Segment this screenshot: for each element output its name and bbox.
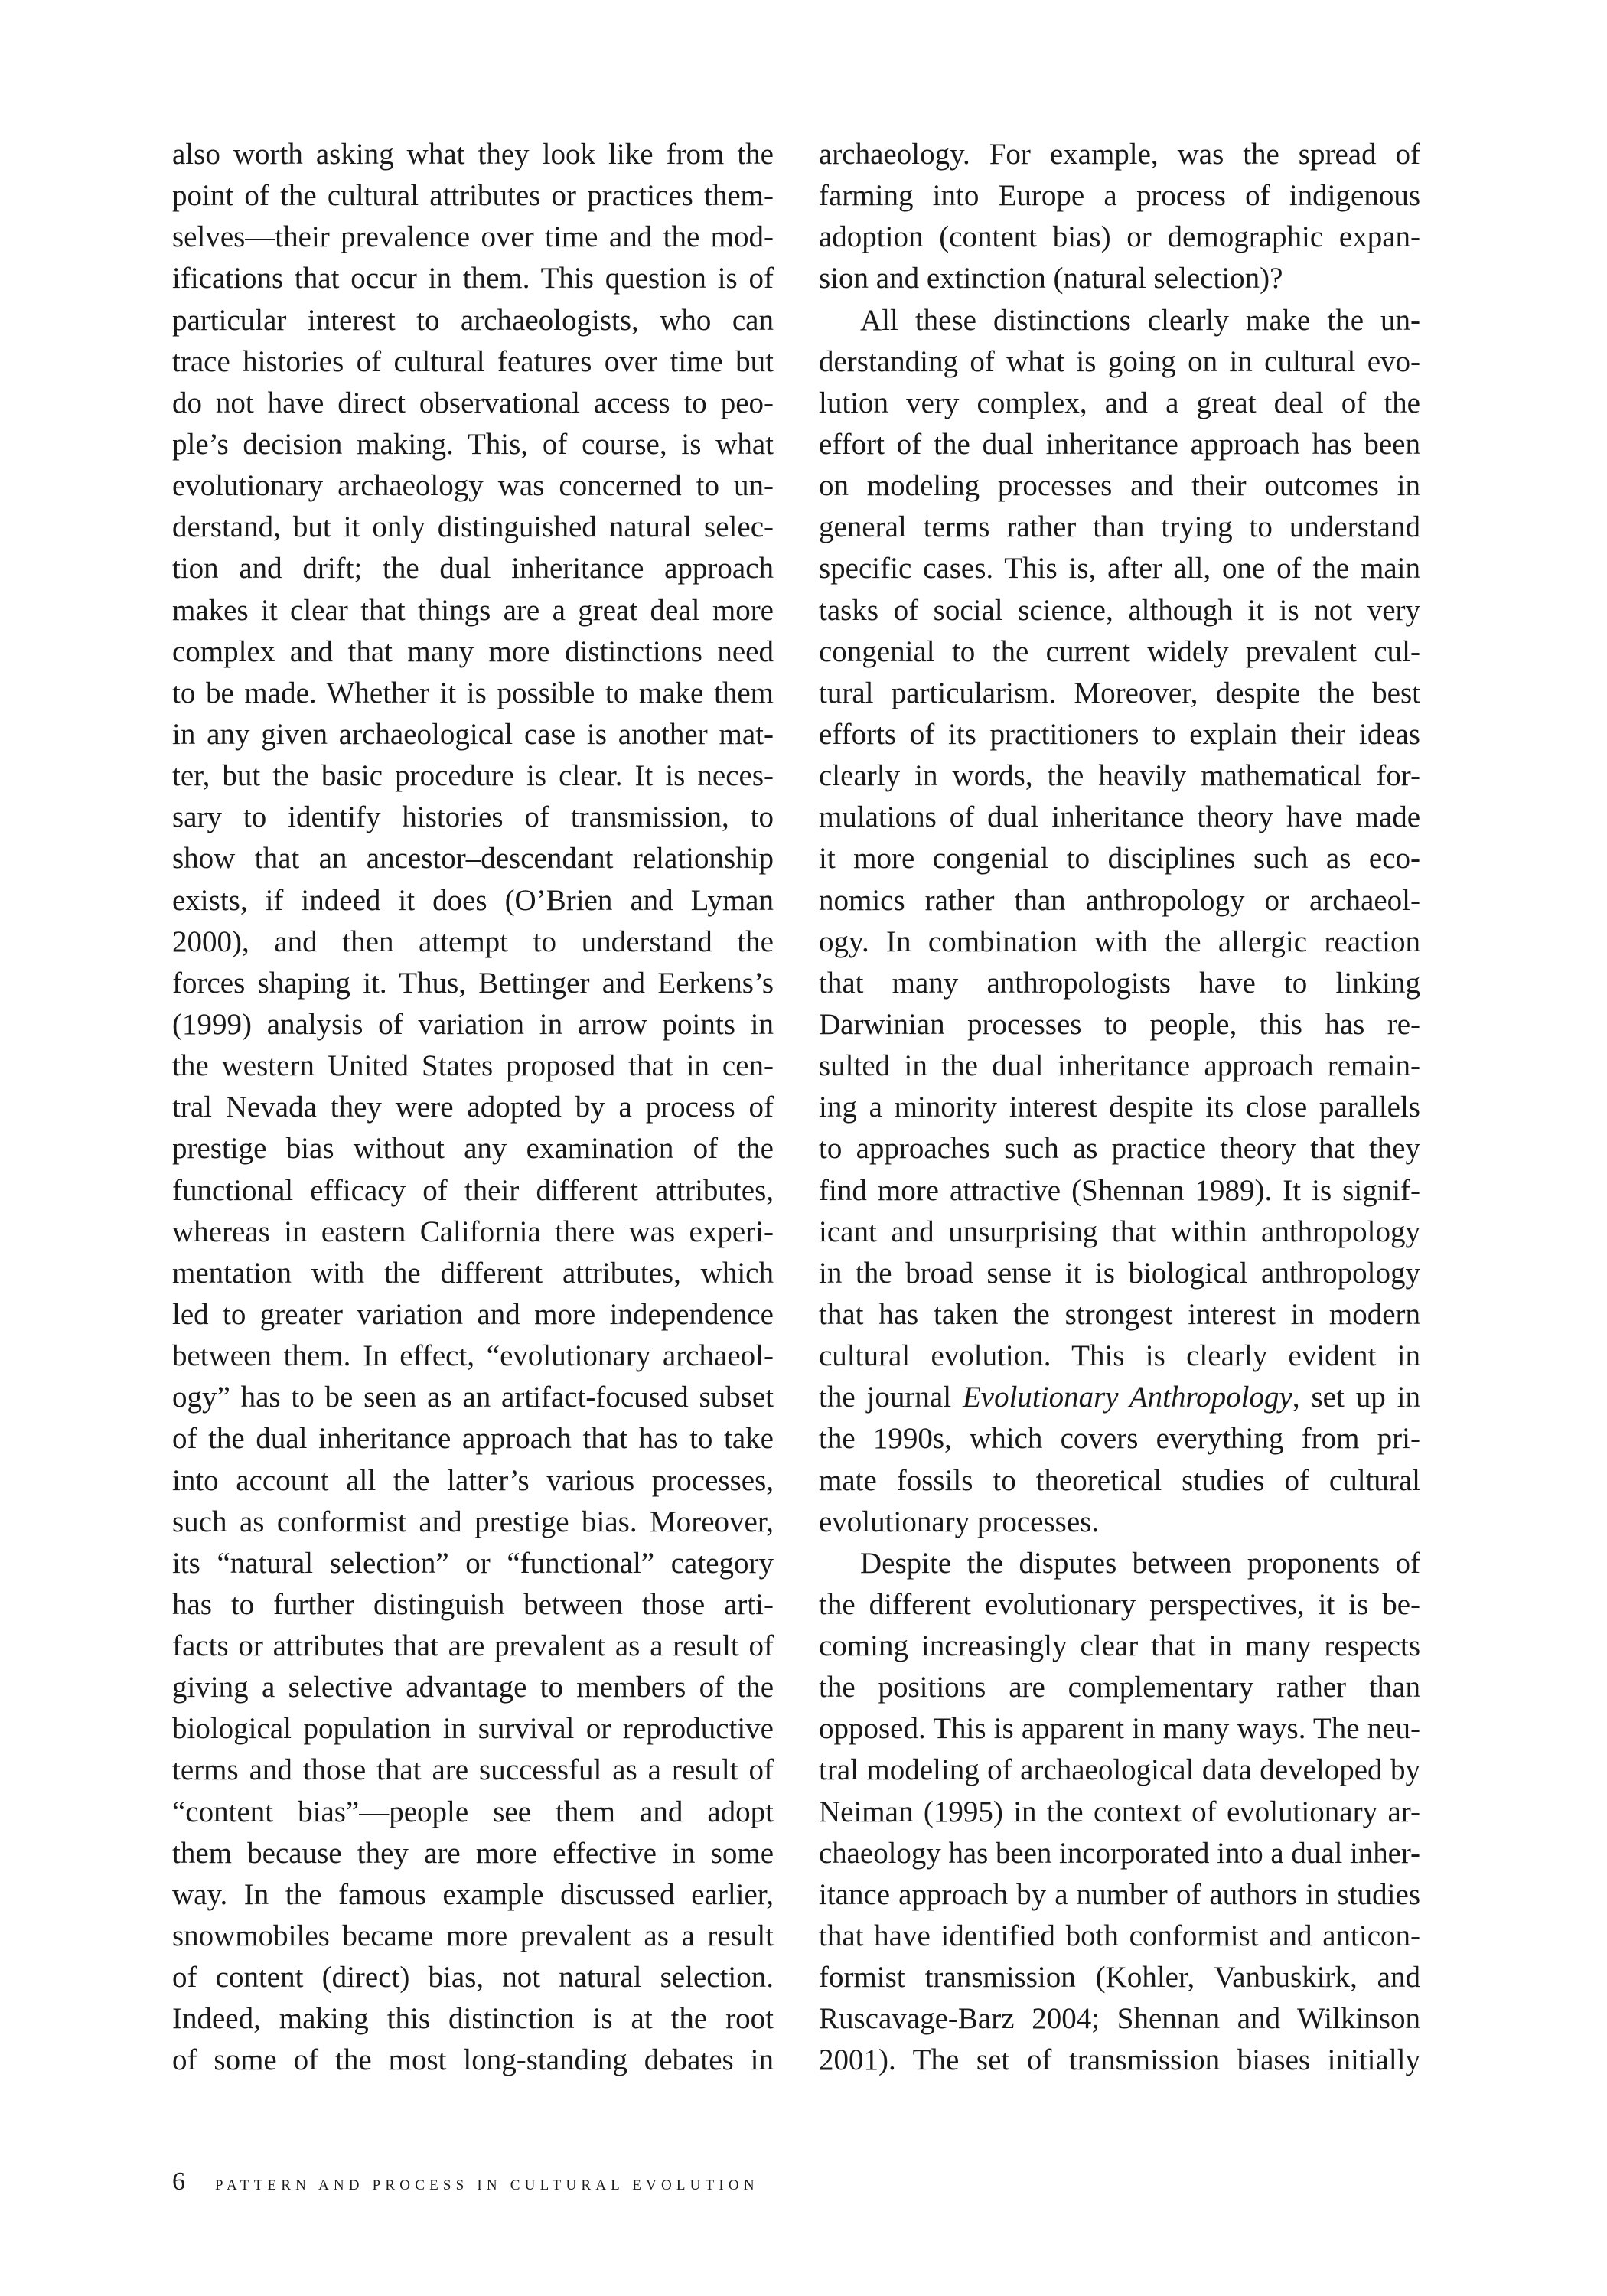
line-text: Indeed, making this distinction is at the root [172,2002,774,2036]
text-line-content [172,1584,774,1626]
text-line [172,631,774,673]
text-line-content [819,1294,1420,1336]
text-line-content [172,341,774,383]
text-line [172,1336,774,1377]
text-line [172,134,774,175]
text-line [819,838,1420,879]
text-line-content [172,1957,774,1998]
line-text: prestige bias without any examination of the [172,1132,774,1166]
text-line-content [172,1874,774,1916]
text-line [172,797,774,838]
text-line-content [819,1998,1420,2040]
text-line-content [819,424,1420,465]
text-line-content [172,1750,774,1791]
line-text: that many anthropologists have to linking [819,966,1420,1000]
text-line-content [819,880,1420,921]
text-line [819,424,1420,465]
text-line-content [172,797,774,838]
line-text: functional efficacy of their different attributes, [172,1173,774,1207]
text-line-content [819,1916,1420,1957]
text-line-content [819,548,1420,589]
text-line-content [172,1998,774,2040]
text-line-content [819,341,1420,383]
text-line [819,1128,1420,1169]
line-text: tasks of social science, although it is not very [819,593,1420,627]
line-text: sion and extinction (natural selection)? [819,262,1283,295]
line-text: evolutionary processes. [819,1505,1100,1538]
text-line-content [172,921,774,963]
line-text: show that an ancestor–descendant relationship [172,842,774,876]
line-text: mentation with the different attributes, which [172,1256,774,1290]
line-text: general terms rather than trying to understand [819,510,1420,544]
text-line-content [819,1543,1420,1584]
line-text: ogy” has to be seen as an artifact-focused subset [172,1381,774,1414]
text-line-content [172,424,774,465]
running-head: PATTERN AND PROCESS IN CULTURAL EVOLUTION [215,2177,759,2193]
text-line [172,1004,774,1045]
text-line-content [819,1874,1420,1916]
text-line [172,1792,774,1833]
text-line [172,1626,774,1667]
line-text: itance approach by a number of authors in studies [819,1877,1420,1911]
text-line [819,1502,1420,1543]
text-line [172,1584,774,1626]
line-text: ple’s decision making. This, of course, is what [172,427,774,461]
text-line [819,507,1420,548]
line-text: them because they are more effective in some [172,1836,774,1870]
line-text: specific cases. This is, after all, one of the main [819,552,1420,585]
text-line-content [819,1460,1420,1502]
text-line [819,1418,1420,1459]
text-line [819,1336,1420,1377]
text-line [172,755,774,797]
line-text: sary to identify histories of transmission, to [172,801,774,834]
text-line [819,217,1420,258]
line-text: do not have direct observational access to peo- [172,386,774,419]
line-text: (1999) analysis of variation in arrow points in [172,1007,774,1041]
text-line-content [819,175,1420,217]
line-text: adoption (content bias) or demographic expan- [819,220,1420,254]
text-line-content [819,963,1420,1004]
line-text: cultural evolution. This is clearly evident in [819,1339,1420,1373]
line-text: derstand, but it only distinguished natural selec- [172,510,774,544]
text-line [819,134,1420,175]
line-text: between them. In effect, “evolutionary archaeol- [172,1339,774,1373]
text-line [819,1750,1420,1791]
text-line [172,1418,774,1459]
right-text-column [819,134,1420,2082]
text-line [172,465,774,507]
text-line-content [172,1253,774,1294]
text-line [819,465,1420,507]
line-text: that have identified both conformist and anticon- [819,1919,1420,1953]
text-line-content [172,1004,774,1045]
line-text: icant and unsurprising that within anthropology [819,1215,1420,1248]
line-text: biological population in survival or reproductive [172,1712,774,1746]
text-line-content [172,755,774,797]
line-text: of the dual inheritance approach that has to take [172,1422,774,1456]
text-line [172,1377,774,1418]
line-text: complex and that many more distinctions need [172,634,774,668]
line-text: ifications that occur in them. This question is of [172,262,774,295]
text-line [819,921,1420,963]
line-text: selves—their prevalence over time and the mod- [172,220,774,254]
text-line-content [819,1708,1420,1750]
line-text: formist transmission (Kohler, Vanbuskirk, and [819,1961,1420,1994]
line-text: of some of the most long-standing debates in [172,2043,774,2077]
text-line [172,1045,774,1087]
line-text: particular interest to archaeologists, who can [172,303,774,337]
line-text: has to further distinguish between those arti- [172,1587,774,1621]
text-line [819,1087,1420,1128]
text-line [819,755,1420,797]
line-text: that has taken the strongest interest in modern [819,1297,1420,1331]
text-line [172,880,774,921]
text-line-content [819,838,1420,879]
line-text: it more congenial to disciplines such as eco- [819,842,1420,876]
text-line-content [172,838,774,879]
line-text: trace histories of cultural features over time but [172,344,774,378]
text-line [819,300,1420,341]
text-line [172,300,774,341]
line-text: led to greater variation and more independence [172,1297,774,1331]
text-line [172,1087,774,1128]
page-number: 6 [172,2167,185,2196]
text-line-content [172,2040,774,2081]
text-line [819,1792,1420,1833]
text-line [172,1543,774,1584]
line-text: the positions are complementary rather than [819,1671,1420,1704]
text-line-content [819,673,1420,714]
text-line-content [819,1045,1420,1087]
text-line-content [819,1584,1420,1626]
text-line-content [819,1336,1420,1377]
text-line-content [172,963,774,1004]
text-line-content [819,1004,1420,1045]
page-footer [172,2167,759,2197]
text-line-content [172,1626,774,1667]
text-line [172,1212,774,1253]
text-line [172,217,774,258]
line-text: tral modeling of archaeological data developed by [819,1753,1420,1787]
text-line [819,1460,1420,1502]
text-line [172,2040,774,2081]
text-line [172,1998,774,2040]
text-line-content [172,590,774,631]
text-line [819,590,1420,631]
line-text: the 1990s, which covers everything from pri- [819,1422,1420,1456]
text-line [172,1502,774,1543]
text-line-content [172,1502,774,1543]
line-text: efforts of its practitioners to explain their ideas [819,717,1420,751]
line-text: ing a minority interest despite its close parallels [819,1091,1420,1124]
line-text: ter, but the basic procedure is clear. It is neces- [172,759,774,793]
text-line [819,258,1420,299]
text-line-content [819,714,1420,755]
text-line-content [172,673,774,714]
line-text: to be made. Whether it is possible to make them [172,676,774,709]
line-text: to approaches such as practice theory that they [819,1132,1420,1166]
text-line [819,2040,1420,2081]
line-text-tail: , set up in [1292,1381,1420,1414]
line-text: point of the cultural attributes or practices them- [172,179,774,213]
text-line-content [172,1418,774,1459]
text-line-content [819,1502,1099,1543]
text-line [819,1916,1420,1957]
text-line-content [819,1833,1420,1874]
text-line [819,673,1420,714]
text-line-content [819,300,1420,341]
italic-title: Evolutionary Anthropology [962,1381,1292,1414]
line-text: also worth asking what they look like from the [172,138,774,171]
line-text: Despite the disputes between proponents of [860,1546,1420,1580]
text-line-content [819,921,1420,963]
text-line-content [172,631,774,673]
text-line-content [172,1336,774,1377]
text-line [819,175,1420,217]
text-line [819,1253,1420,1294]
line-text: terms and those that are successful as a result of [172,1753,774,1787]
text-line-content [172,1170,774,1212]
text-line [172,838,774,879]
text-line [172,175,774,217]
text-line [172,590,774,631]
text-line [819,797,1420,838]
text-line [172,1750,774,1791]
text-line-content [172,1377,774,1418]
line-text: Darwinian processes to people, this has re- [819,1007,1420,1041]
text-line-content [172,383,774,424]
line-text: forces shaping it. Thus, Bettinger and Eerkens’s [172,966,774,1000]
text-line-content [172,507,774,548]
line-text: nomics rather than anthropology or archaeol- [819,883,1420,917]
line-text: such as conformist and prestige bias. Moreover, [172,1505,774,1538]
line-text: in the broad sense it is biological anthropology [819,1256,1420,1290]
text-line [172,1170,774,1212]
text-line [819,1004,1420,1045]
line-text: snowmobiles became more prevalent as a result [172,1919,774,1953]
line-text: sulted in the dual inheritance approach remain- [819,1049,1420,1083]
text-line-content [172,1543,774,1584]
text-line-content [172,1294,774,1336]
line-text: on modeling processes and their outcomes in [819,469,1420,503]
text-line [819,1833,1420,1874]
text-line [172,1833,774,1874]
text-line [819,1377,1420,1418]
line-text: Neiman (1995) in the context of evolutionary ar- [819,1795,1420,1828]
text-line-content [172,300,774,341]
text-line-content [819,1750,1420,1791]
line-text: farming into Europe a process of indigenous [819,179,1420,213]
line-text: tral Nevada they were adopted by a process of [172,1091,774,1124]
text-line [172,1916,774,1957]
text-line [819,548,1420,589]
line-text: 2001). The set of transmission biases initially [819,2043,1420,2077]
line-text: ogy. In combination with the allergic reaction [819,925,1420,958]
text-line [819,1708,1420,1750]
line-text: congenial to the current widely prevalent cul- [819,634,1420,668]
text-line [819,631,1420,673]
text-line-content [819,1212,1420,1253]
text-line-content [172,217,774,258]
text-line [172,1957,774,1998]
left-text-column [172,134,774,2082]
text-line-content [172,1916,774,1957]
line-text: evolutionary archaeology was concerned to un- [172,469,774,503]
text-line [819,880,1420,921]
text-line [819,1045,1420,1087]
line-text: the western United States proposed that in cen- [172,1049,774,1083]
line-text: derstanding of what is going on in cultural evo- [819,344,1420,378]
text-line [172,1667,774,1708]
line-text: exists, if indeed it does (O’Brien and Lyman [172,883,774,917]
text-line [172,1128,774,1169]
text-line-content [819,217,1420,258]
text-line [819,963,1420,1004]
text-line-content [819,1377,1420,1418]
text-line [172,341,774,383]
text-line-content [819,1170,1420,1212]
line-text: the different evolutionary perspectives, it is be- [819,1587,1420,1621]
text-line [172,1874,774,1916]
line-text: into account all the latter’s various processes, [172,1463,774,1497]
line-text: the journal [819,1381,963,1414]
line-text: tion and drift; the dual inheritance approach [172,552,774,585]
line-text: All these distinctions clearly make the un- [860,303,1420,337]
text-line-content [172,1833,774,1874]
text-line [172,963,774,1004]
text-line-content [172,1045,774,1087]
text-line-content [172,134,774,175]
line-text: makes it clear that things are a great deal more [172,593,774,627]
text-line-content [172,175,774,217]
text-line-content [819,1626,1420,1667]
line-text: tural particularism. Moreover, despite the best [819,676,1420,709]
text-line-content [172,548,774,589]
text-line-content [819,1792,1420,1833]
text-line-content [172,1667,774,1708]
line-text: clearly in words, the heavily mathematical for- [819,759,1420,793]
line-text: lution very complex, and a great deal of the [819,386,1420,419]
line-text: of content (direct) bias, not natural selection. [172,1961,774,1994]
text-line-content [819,134,1420,175]
text-line [172,424,774,465]
text-line [819,1212,1420,1253]
text-line [172,383,774,424]
text-line [172,1253,774,1294]
text-line-content [819,631,1420,673]
text-line-content [819,1253,1420,1294]
text-line-content [172,714,774,755]
text-line [819,1957,1420,1998]
text-line-content [819,1957,1420,1998]
text-line-content [172,1128,774,1169]
text-line-content [819,258,1283,299]
line-text: giving a selective advantage to members of the [172,1671,774,1704]
text-line-content [172,258,774,299]
text-line-content [819,2040,1420,2081]
text-line-content [172,880,774,921]
line-text: chaeology has been incorporated into a dual inher- [819,1836,1420,1870]
text-line [172,1708,774,1750]
text-line-content [819,465,1420,507]
line-text: “content bias”—people see them and adopt [172,1795,774,1828]
line-text: way. In the famous example discussed earlier, [172,1877,774,1911]
line-text: find more attractive (Shennan 1989). It is signif- [819,1173,1420,1207]
line-text: Ruscavage-Barz 2004; Shennan and Wilkinson [819,2002,1420,2036]
line-text: coming increasingly clear that in many respects [819,1629,1420,1663]
text-line-content [819,590,1420,631]
text-line-content [819,755,1420,797]
text-line [172,507,774,548]
text-line-content [172,465,774,507]
line-text: in any given archaeological case is another mat- [172,717,774,751]
text-line [819,1998,1420,2040]
text-line-content [819,507,1420,548]
text-line-content [172,1212,774,1253]
text-line-content [172,1460,774,1502]
text-line [819,714,1420,755]
line-text: archaeology. For example, was the spread of [819,138,1420,171]
text-line-content [819,1667,1420,1708]
text-line [819,341,1420,383]
line-text: effort of the dual inheritance approach has been [819,427,1420,461]
text-line [172,548,774,589]
text-line [172,921,774,963]
line-text: facts or attributes that are prevalent as a result of [172,1629,774,1663]
text-line-content [172,1708,774,1750]
line-text: its “natural selection” or “functional” category [172,1546,774,1580]
line-text: mate fossils to theoretical studies of cultural [819,1463,1420,1497]
text-line [819,1874,1420,1916]
text-line [819,1170,1420,1212]
text-line [819,1667,1420,1708]
text-line-content [819,1087,1420,1128]
line-text: mulations of dual inheritance theory have made [819,801,1420,834]
text-line-content [172,1087,774,1128]
text-line [819,1626,1420,1667]
text-line [172,258,774,299]
text-line [172,1294,774,1336]
text-line [172,1460,774,1502]
line-text: opposed. This is apparent in many ways. The neu- [819,1712,1420,1746]
text-line [172,714,774,755]
text-line-content [819,1418,1420,1459]
text-line [819,1584,1420,1626]
text-line-content [172,1792,774,1833]
text-line-content [819,797,1420,838]
text-line-content [819,1128,1420,1169]
text-line [819,383,1420,424]
text-line [172,673,774,714]
line-text: whereas in eastern California there was experi- [172,1215,774,1248]
text-line-content [819,383,1420,424]
text-line [819,1543,1420,1584]
text-line [819,1294,1420,1336]
line-text: 2000), and then attempt to understand the [172,925,774,958]
